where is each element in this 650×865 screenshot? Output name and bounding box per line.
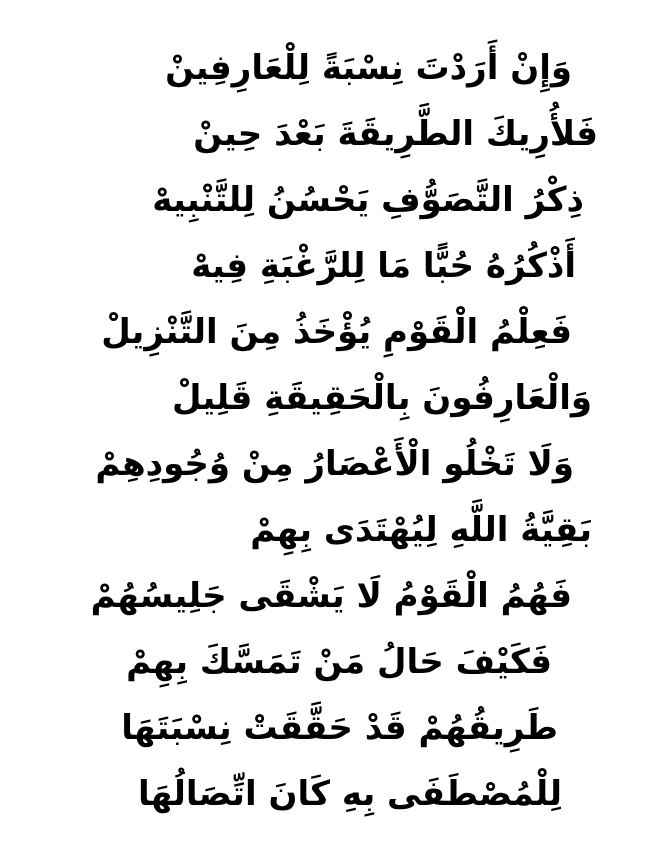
poem-line-11: طَرِيقُهُمْ قَدْ حَقَّقَتْ نِسْبَتَهَا [121,708,558,748]
poem-line-5: فَعِلْمُ الْقَوْمِ يُؤْخَذُ مِنَ التَّنْزِيلْ [101,312,572,352]
poem-line-8: بَقِيَّةُ اللَّهِ لِيُهْتَدَى بِهِمْ [250,510,592,550]
poem-line-4: أَذْكُرُهُ حُبًّا مَا لِلرَّغْبَةِ فِيهْ [191,246,576,286]
poem-line-10: فَكَيْفَ حَالُ مَنْ تَمَسَّكَ بِهِمْ [126,642,552,682]
poem-line-1: وَإِنْ أَرَدْتَ نِسْبَةً لِلْعَارِفِينْ [165,48,572,88]
poem-line-7: وَلَا تَخْلُو الْأَعْصَارُ مِنْ وُجُودِهِمْ [95,444,574,484]
poem-line-6: وَالْعَارِفُونَ بِالْحَقِيقَةِ قَلِيلْ [172,378,592,418]
poem-line-3: ذِكْرُ التَّصَوُّفِ يَحْسُنُ لِلتَّنْبِيهْ [152,180,584,220]
poem-line-12: لِلْمُصْطَفَى بِهِ كَانَ اتِّصَالُهَا [137,774,562,814]
poem-line-9: فَهُمُ الْقَوْمُ لَا يَشْقَى جَلِيسُهُمْ [90,576,572,616]
poem-line-2: فَلأُرِيكَ الطَّرِيقَةَ بَعْدَ حِينْ [193,114,598,154]
